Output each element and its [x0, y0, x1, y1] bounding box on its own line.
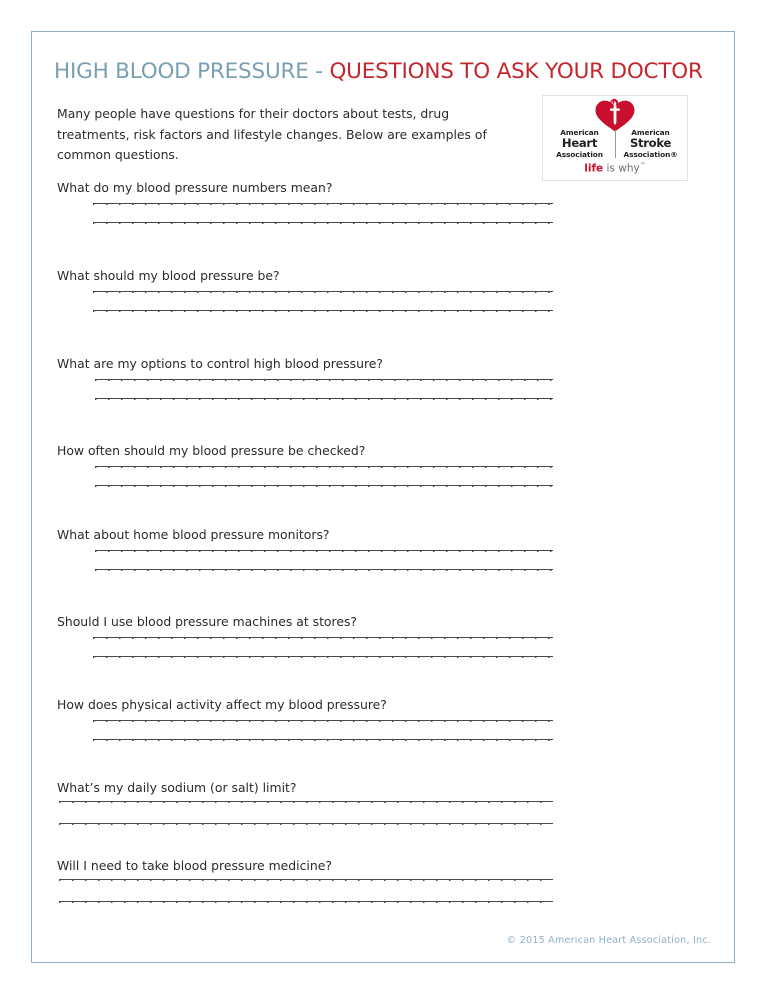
logo-heart-association-word: Association — [556, 149, 603, 159]
answer-line[interactable] — [95, 569, 553, 570]
question-text: Will I need to take blood pressure medicine? — [57, 858, 332, 873]
question-text: What’s my daily sodium (or salt) limit? — [57, 780, 297, 795]
answer-line[interactable] — [95, 398, 553, 399]
answer-line[interactable] — [93, 310, 553, 311]
logo-stroke-word: Stroke — [629, 136, 672, 151]
answer-lines — [57, 466, 717, 486]
answer-line[interactable] — [59, 901, 553, 902]
page-frame — [31, 31, 735, 963]
question-block — [57, 858, 717, 902]
question-block — [57, 614, 717, 657]
question-text: What should my blood pressure be? — [57, 268, 280, 283]
intro-paragraph: Many people have questions for their doctors about tests, drug treatments, risk factors and lifestyle changes. Below are examples of common questions. — [57, 106, 487, 162]
logo-heart-american: American — [560, 128, 599, 137]
heart-torch-icon — [593, 98, 637, 132]
answer-lines — [57, 379, 717, 399]
page-title — [54, 59, 714, 84]
page-title-separator: - — [308, 59, 330, 84]
question-text: How does physical activity affect my blood pressure? — [57, 697, 387, 712]
answer-line[interactable] — [59, 879, 553, 880]
answer-lines — [57, 291, 717, 311]
answer-line[interactable] — [59, 801, 553, 802]
answer-line[interactable] — [95, 379, 553, 380]
answer-lines — [57, 879, 717, 902]
question-block — [57, 356, 717, 399]
logo-stroke-american: American — [631, 128, 670, 137]
logo-heart-association — [548, 129, 612, 158]
question-text: What are my options to control high blood pressure? — [57, 356, 383, 371]
answer-line[interactable] — [93, 720, 553, 721]
logo-stroke-association — [619, 129, 683, 158]
question-text: What about home blood pressure monitors? — [57, 527, 330, 542]
answer-lines — [57, 637, 717, 657]
question-block — [57, 268, 717, 311]
page-title-primary: HIGH BLOOD PRESSURE — [54, 59, 309, 84]
logo-tagline-rest: is why — [603, 162, 640, 174]
logo-tagline — [543, 162, 687, 175]
question-block — [57, 697, 717, 740]
answer-line[interactable] — [95, 485, 553, 486]
page-title-secondary: QUESTIONS TO ASK YOUR DOCTOR — [329, 59, 703, 84]
logo-divider — [615, 130, 616, 158]
logo-heart-word: Heart — [561, 136, 598, 151]
answer-line[interactable] — [95, 466, 553, 467]
answer-line[interactable] — [95, 550, 553, 551]
answer-lines — [57, 720, 717, 740]
american-heart-association-logo — [542, 95, 688, 181]
answer-line[interactable] — [93, 222, 553, 223]
answer-line[interactable] — [93, 656, 553, 657]
answer-line[interactable] — [93, 637, 553, 638]
answer-lines — [57, 203, 717, 223]
question-text: What do my blood pressure numbers mean? — [57, 180, 333, 195]
logo-tagline-life: life — [584, 162, 604, 174]
answer-line[interactable] — [93, 291, 553, 292]
logo-tagline-trademark: ™ — [639, 161, 646, 169]
logo-organization-names — [543, 129, 687, 158]
logo-stroke-association-word: Association® — [623, 149, 678, 159]
copyright-footer: © 2015 American Heart Association, Inc. — [506, 935, 711, 946]
question-block — [57, 780, 717, 824]
answer-line[interactable] — [93, 203, 553, 204]
answer-line[interactable] — [59, 823, 553, 824]
question-text: Should I use blood pressure machines at stores? — [57, 614, 357, 629]
answer-lines — [57, 801, 717, 824]
question-block — [57, 180, 717, 223]
question-block — [57, 527, 717, 570]
answer-line[interactable] — [93, 739, 553, 740]
answer-lines — [57, 550, 717, 570]
question-block — [57, 443, 717, 486]
question-text: How often should my blood pressure be checked? — [57, 443, 366, 458]
